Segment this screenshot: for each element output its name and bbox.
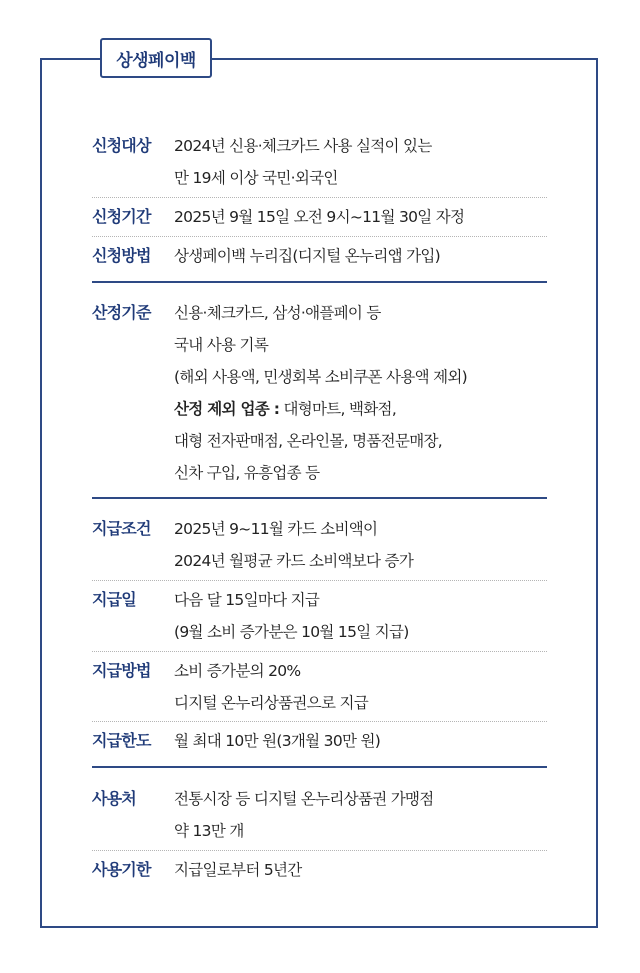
dotted-divider	[92, 580, 547, 581]
line: (해외 사용액, 민생회복 소비쿠폰 사용액 제외)	[174, 368, 467, 386]
label-payment-condition: 지급조건	[92, 519, 151, 538]
label-application-method: 신청방법	[92, 246, 151, 265]
content-payment-method	[174, 655, 544, 719]
dotted-divider	[92, 236, 547, 237]
line: 2025년 9월 15일 오전 9시~11월 30일 자정	[174, 208, 465, 226]
line: 소비 증가분의 20%	[174, 662, 301, 680]
line: 월 최대 10만 원(3개월 30만 원)	[174, 732, 381, 750]
label-usage-place: 사용처	[92, 789, 136, 808]
excluded-industries-text: 대형마트, 백화점,	[279, 400, 397, 418]
excluded-industries-line	[174, 393, 544, 425]
section-divider	[92, 766, 547, 768]
label-payment-method: 지급방법	[92, 661, 151, 680]
line: 신용·체크카드, 삼성·애플페이 등	[174, 304, 381, 322]
panel-title: 상생페이백	[100, 38, 212, 78]
line: 만 19세 이상 국민·외국인	[174, 169, 338, 187]
label-calculation-basis: 산정기준	[92, 303, 151, 322]
line: 지급일로부터 5년간	[174, 861, 302, 879]
content-application-method	[174, 240, 544, 272]
content-calculation-basis	[174, 297, 544, 489]
line: 국내 사용 기록	[174, 336, 269, 354]
excluded-industries-lead: 산정 제외 업종 :	[174, 400, 280, 418]
line: (9월 소비 증가분은 10월 15일 지급)	[174, 623, 409, 641]
dotted-divider	[92, 197, 547, 198]
label-application-period: 신청기간	[92, 207, 151, 226]
content-payment-date	[174, 584, 544, 648]
line: 디지털 온누리상품권으로 지급	[174, 694, 369, 712]
dotted-divider	[92, 651, 547, 652]
label-usage-period: 사용기한	[92, 860, 151, 879]
section-divider	[92, 497, 547, 499]
dotted-divider	[92, 850, 547, 851]
content-usage-place	[174, 783, 544, 847]
line: 전통시장 등 디지털 온누리상품권 가맹점	[174, 790, 434, 808]
content-payment-limit	[174, 725, 544, 757]
line: 2024년 월평균 카드 소비액보다 증가	[174, 552, 414, 570]
content-usage-period	[174, 854, 544, 886]
dotted-divider	[92, 721, 547, 722]
line: 대형 전자판매점, 온라인몰, 명품전문매장,	[174, 432, 443, 450]
label-payment-date: 지급일	[92, 590, 136, 609]
label-application-target: 신청대상	[92, 136, 151, 155]
section-divider	[92, 281, 547, 283]
line: 다음 달 15일마다 지급	[174, 591, 320, 609]
content-application-target	[174, 130, 544, 194]
line: 신차 구입, 유흥업종 등	[174, 464, 320, 482]
line: 상생페이백 누리집(디지털 온누리앱 가입)	[174, 247, 441, 265]
label-payment-limit: 지급한도	[92, 731, 151, 750]
content-payment-condition	[174, 513, 544, 577]
line: 약 13만 개	[174, 822, 244, 840]
line: 2025년 9~11월 카드 소비액이	[174, 520, 378, 538]
content-application-period	[174, 201, 544, 233]
line: 2024년 신용·체크카드 사용 실적이 있는	[174, 137, 432, 155]
